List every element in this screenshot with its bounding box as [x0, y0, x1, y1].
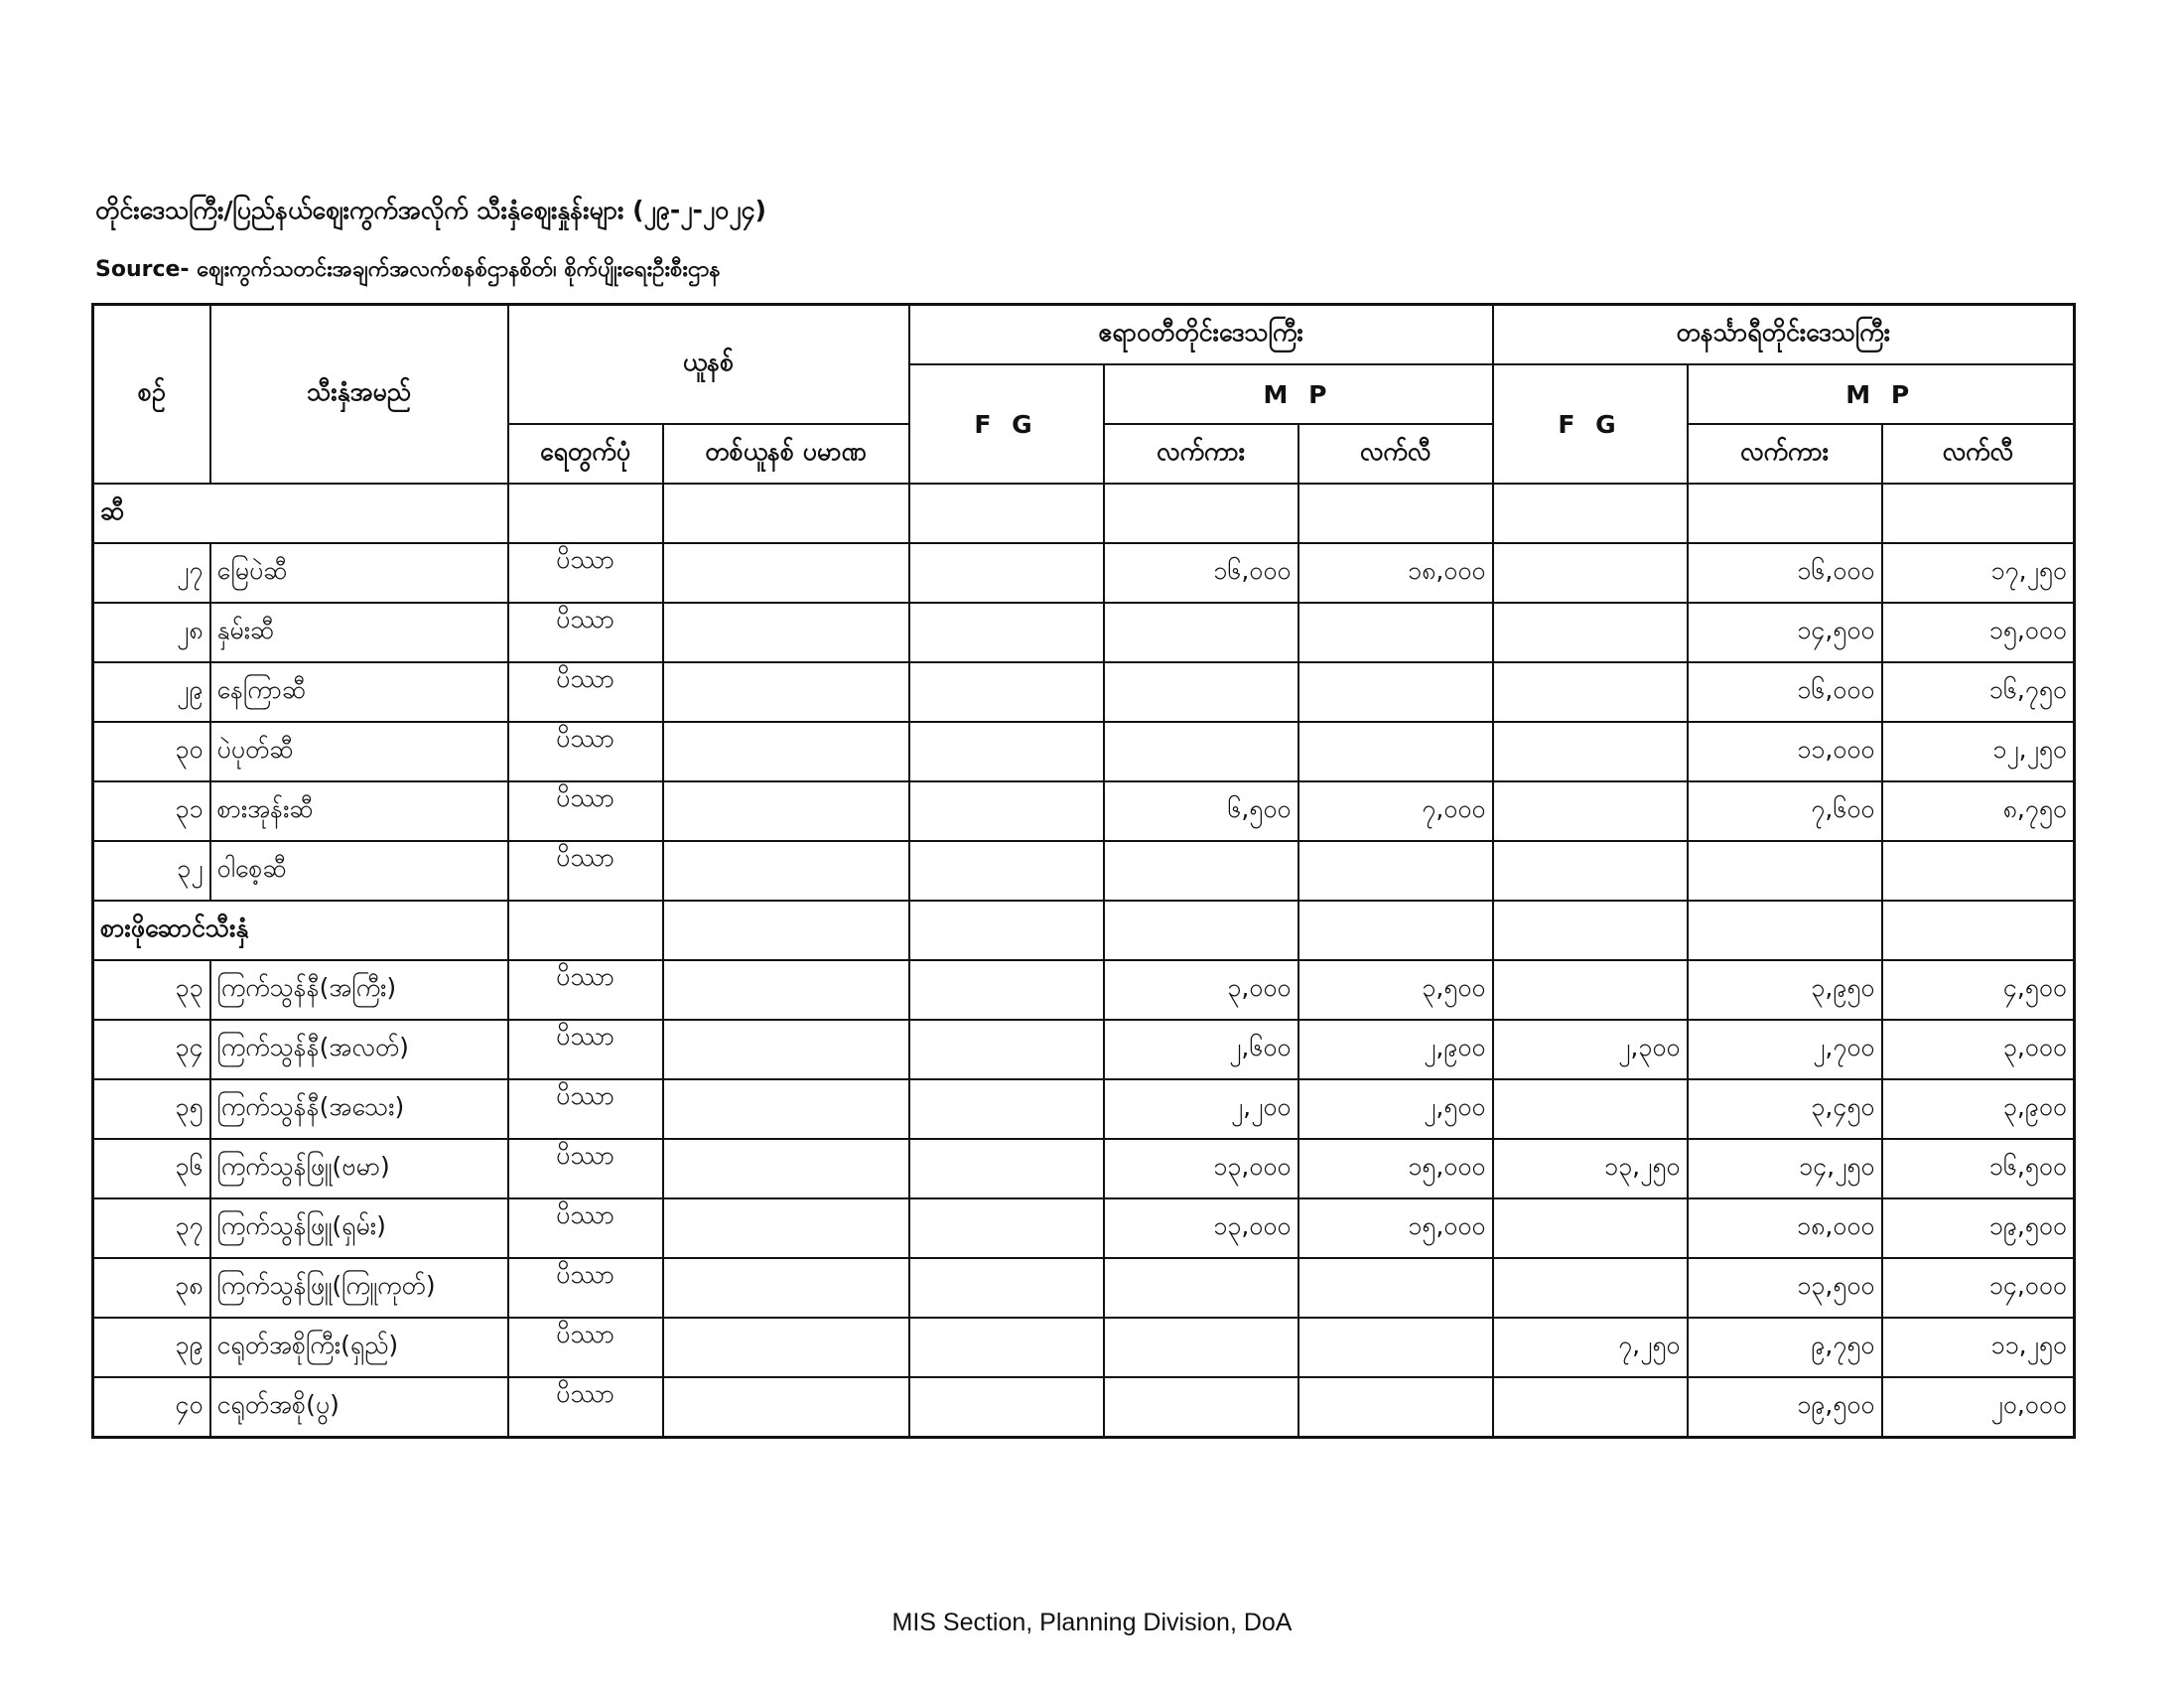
crop-name: ကြက်သွန်ဖြူ(ရှမ်း) [210, 1198, 508, 1258]
table-row [93, 1198, 2075, 1258]
r2-retail-price: ၁၆,၇၅၀ [1882, 662, 2075, 722]
row-number: ၃၂ [93, 841, 210, 901]
r2-retail-price: ၃,၀၀၀ [1882, 1020, 2075, 1079]
r2-retail-price: ၂၀,၀၀၀ [1882, 1377, 2075, 1438]
r2-fg-price [1493, 1377, 1688, 1438]
unit-metric [663, 781, 909, 841]
r2-wholesale-price: ၁၃,၅၀၀ [1688, 1258, 1882, 1318]
row-number: ၂၉ [93, 662, 210, 722]
r1-retail-price: ၁၅,၀၀၀ [1298, 1198, 1493, 1258]
unit-local: ပိဿာ [508, 1198, 663, 1258]
unit-local: ပိဿာ [508, 543, 663, 603]
empty-cell [663, 484, 909, 543]
r1-wholesale-price: ၆,၅၀၀ [1104, 781, 1298, 841]
unit-local: ပိဿာ [508, 960, 663, 1020]
unit-metric [663, 960, 909, 1020]
r2-retail-price: ၈,၇၅၀ [1882, 781, 2075, 841]
r1-wholesale-price [1104, 662, 1298, 722]
r2-retail-price: ၁၁,၂၅၀ [1882, 1318, 2075, 1377]
r1-fg-price [909, 603, 1104, 662]
unit-metric [663, 722, 909, 781]
table-row [93, 960, 2075, 1020]
r1-retail-price [1298, 603, 1493, 662]
row-number: ၃၇ [93, 1198, 210, 1258]
unit-metric [663, 1318, 909, 1377]
section-label: စားဖိုဆောင်သီးနှံ [93, 901, 508, 960]
unit-metric [663, 662, 909, 722]
unit-metric [663, 1139, 909, 1198]
r1-wholesale-price: ၂,၆၀၀ [1104, 1020, 1298, 1079]
unit-metric [663, 1377, 909, 1438]
table-row [93, 543, 2075, 603]
page-title: တိုင်းဒေသကြီး/ပြည်နယ်ဈေးကွက်အလိုက် သီးနှံဈေးနှုန်းများ (၂၉-၂-၂၀၂၄) [95, 196, 766, 224]
unit-local: ပိဿာ [508, 603, 663, 662]
empty-cell [1493, 901, 1688, 960]
r2-wholesale-price: ၇,၆၀၀ [1688, 781, 1882, 841]
table-row [93, 1139, 2075, 1198]
r1-fg-price [909, 1139, 1104, 1198]
r1-retail-price [1298, 722, 1493, 781]
empty-cell [909, 901, 1104, 960]
r2-fg-price [1493, 781, 1688, 841]
row-number: ၃၀ [93, 722, 210, 781]
row-number: ၃၆ [93, 1139, 210, 1198]
empty-cell [1882, 901, 2075, 960]
r1-retail-price [1298, 662, 1493, 722]
r1-wholesale-price: ၁၃,၀၀၀ [1104, 1198, 1298, 1258]
r1-wholesale-price [1104, 603, 1298, 662]
empty-cell [1104, 901, 1298, 960]
empty-cell [1493, 484, 1688, 543]
r2-retail-price: ၁၄,၀၀၀ [1882, 1258, 2075, 1318]
unit-local: ပိဿာ [508, 1258, 663, 1318]
r2-fg-price [1493, 543, 1688, 603]
r1-fg-price [909, 722, 1104, 781]
r2-wholesale-price [1688, 841, 1882, 901]
header-r2-wholesale: လက်ကား [1688, 424, 1882, 484]
r2-retail-price: ၁၂,၂၅၀ [1882, 722, 2075, 781]
r2-wholesale-price: ၁၆,၀၀၀ [1688, 543, 1882, 603]
unit-local: ပိဿာ [508, 1020, 663, 1079]
unit-local: ပိဿာ [508, 781, 663, 841]
r2-retail-price: ၁၅,၀၀၀ [1882, 603, 2075, 662]
r2-retail-price: ၁၆,၅၀၀ [1882, 1139, 2075, 1198]
r1-retail-price [1298, 1377, 1493, 1438]
section-label: ဆီ [93, 484, 508, 543]
unit-metric [663, 543, 909, 603]
unit-local: ပိဿာ [508, 841, 663, 901]
source-line: Source- ဈေးကွက်သတင်းအချက်အလက်စနစ်ဌာနစိတ်၊ စိုက်ပျိုးရေးဦးစီးဌာန [95, 257, 721, 282]
r2-fg-price [1493, 1079, 1688, 1139]
header-r1-retail: လက်လီ [1298, 424, 1493, 484]
crop-name: ကြက်သွန်ဖြူ(ကြူကုတ်) [210, 1258, 508, 1318]
unit-metric [663, 1079, 909, 1139]
r2-fg-price [1493, 1258, 1688, 1318]
r1-wholesale-price: ၁၆,၀၀၀ [1104, 543, 1298, 603]
r1-wholesale-price [1104, 841, 1298, 901]
r1-wholesale-price [1104, 1258, 1298, 1318]
r1-fg-price [909, 1198, 1104, 1258]
header-unit: ယူနစ် [508, 305, 909, 425]
row-number: ၄၀ [93, 1377, 210, 1438]
r1-wholesale-price [1104, 1318, 1298, 1377]
unit-metric [663, 603, 909, 662]
header-no: စဉ် [93, 305, 210, 485]
empty-cell [1104, 484, 1298, 543]
r1-retail-price [1298, 1258, 1493, 1318]
r2-wholesale-price: ၁၉,၅၀၀ [1688, 1377, 1882, 1438]
r2-retail-price [1882, 841, 2075, 901]
r2-wholesale-price: ၉,၇၅၀ [1688, 1318, 1882, 1377]
empty-cell [1298, 484, 1493, 543]
r2-fg-price [1493, 841, 1688, 901]
r1-fg-price [909, 1020, 1104, 1079]
unit-local: ပိဿာ [508, 1079, 663, 1139]
unit-local: ပိဿာ [508, 1377, 663, 1438]
crop-name: မြေပဲဆီ [210, 543, 508, 603]
unit-local: ပိဿာ [508, 1318, 663, 1377]
r1-retail-price: ၃,၅၀၀ [1298, 960, 1493, 1020]
table-body [93, 484, 2075, 1438]
r1-retail-price: ၁၈,၀၀၀ [1298, 543, 1493, 603]
r1-wholesale-price: ၁၃,၀၀၀ [1104, 1139, 1298, 1198]
unit-metric [663, 1198, 909, 1258]
r2-fg-price [1493, 662, 1688, 722]
r1-fg-price [909, 1258, 1104, 1318]
crop-name: နှမ်းဆီ [210, 603, 508, 662]
r2-wholesale-price: ၂,၇၀၀ [1688, 1020, 1882, 1079]
empty-cell [1688, 484, 1882, 543]
section-row [93, 901, 2075, 960]
unit-metric [663, 841, 909, 901]
r2-retail-price: ၁၉,၅၀၀ [1882, 1198, 2075, 1258]
table-row [93, 1377, 2075, 1438]
row-number: ၃၉ [93, 1318, 210, 1377]
unit-local: ပိဿာ [508, 1139, 663, 1198]
price-table [91, 303, 2076, 1439]
r2-fg-price [1493, 1198, 1688, 1258]
header-crop-name: သီးနှံအမည် [210, 305, 508, 485]
r1-retail-price: ၇,၀၀၀ [1298, 781, 1493, 841]
r2-retail-price: ၄,၅၀၀ [1882, 960, 2075, 1020]
crop-name: ကြက်သွန်နီ(အသေး) [210, 1079, 508, 1139]
row-number: ၃၁ [93, 781, 210, 841]
empty-cell [508, 901, 663, 960]
r1-wholesale-price [1104, 722, 1298, 781]
r2-wholesale-price: ၁၆,၀၀၀ [1688, 662, 1882, 722]
crop-name: ငရုတ်အစိုကြီး(ရှည်) [210, 1318, 508, 1377]
r2-wholesale-price: ၃,၉၅၀ [1688, 960, 1882, 1020]
r1-wholesale-price: ၃,၀၀၀ [1104, 960, 1298, 1020]
r2-retail-price: ၃,၉၀၀ [1882, 1079, 2075, 1139]
crop-name: ကြက်သွန်နီ(အကြီး) [210, 960, 508, 1020]
r1-fg-price [909, 1318, 1104, 1377]
table-row [93, 1079, 2075, 1139]
crop-name: စားအုန်းဆီ [210, 781, 508, 841]
header-r1-mp: M P [1104, 364, 1493, 424]
empty-cell [1882, 484, 2075, 543]
r2-wholesale-price: ၁၄,၅၀၀ [1688, 603, 1882, 662]
table-row [93, 1258, 2075, 1318]
header-unit-local: ရေတွက်ပုံ [508, 424, 663, 484]
table-row [93, 722, 2075, 781]
crop-name: ကြက်သွန်နီ(အလတ်) [210, 1020, 508, 1079]
row-number: ၃၄ [93, 1020, 210, 1079]
header-r2-mp: M P [1688, 364, 2075, 424]
r1-wholesale-price: ၂,၂၀၀ [1104, 1079, 1298, 1139]
r2-wholesale-price: ၁၁,၀၀၀ [1688, 722, 1882, 781]
r1-fg-price [909, 960, 1104, 1020]
empty-cell [1298, 901, 1493, 960]
r1-wholesale-price [1104, 1377, 1298, 1438]
header-r1-wholesale: လက်ကား [1104, 424, 1298, 484]
unit-local: ပိဿာ [508, 662, 663, 722]
empty-cell [663, 901, 909, 960]
r2-fg-price: ၂,၃၀၀ [1493, 1020, 1688, 1079]
unit-local: ပိဿာ [508, 722, 663, 781]
table-row [93, 781, 2075, 841]
row-number: ၃၅ [93, 1079, 210, 1139]
header-r1-fg: F G [909, 364, 1104, 484]
r2-wholesale-price: ၁၄,၂၅၀ [1688, 1139, 1882, 1198]
r2-wholesale-price: ၁၈,၀၀၀ [1688, 1198, 1882, 1258]
empty-cell [909, 484, 1104, 543]
r1-fg-price [909, 781, 1104, 841]
r2-wholesale-price: ၃,၄၅၀ [1688, 1079, 1882, 1139]
row-number: ၃၃ [93, 960, 210, 1020]
r1-retail-price [1298, 1318, 1493, 1377]
row-number: ၂၇ [93, 543, 210, 603]
r1-fg-price [909, 662, 1104, 722]
table-row [93, 1020, 2075, 1079]
r1-retail-price: ၁၅,၀၀၀ [1298, 1139, 1493, 1198]
r2-retail-price: ၁၇,၂၅၀ [1882, 543, 2075, 603]
r2-fg-price [1493, 603, 1688, 662]
row-number: ၃၈ [93, 1258, 210, 1318]
section-row [93, 484, 2075, 543]
row-number: ၂၈ [93, 603, 210, 662]
table-row [93, 603, 2075, 662]
empty-cell [1688, 901, 1882, 960]
r2-fg-price [1493, 722, 1688, 781]
header-r2-fg: F G [1493, 364, 1688, 484]
table-row [93, 1318, 2075, 1377]
r1-retail-price: ၂,၉၀၀ [1298, 1020, 1493, 1079]
footer: MIS Section, Planning Division, DoA [891, 1609, 1293, 1636]
crop-name: ငရုတ်အစို(ပွ) [210, 1377, 508, 1438]
r1-fg-price [909, 543, 1104, 603]
crop-name: ဝါစေ့ဆီ [210, 841, 508, 901]
unit-metric [663, 1020, 909, 1079]
crop-name: နေကြာဆီ [210, 662, 508, 722]
r2-fg-price [1493, 960, 1688, 1020]
r1-fg-price [909, 841, 1104, 901]
r2-fg-price: ၇,၂၅၀ [1493, 1318, 1688, 1377]
unit-metric [663, 1258, 909, 1318]
crop-name: ကြက်သွန်ဖြူ(ဗမာ) [210, 1139, 508, 1198]
r2-fg-price: ၁၃,၂၅၀ [1493, 1139, 1688, 1198]
header-unit-metric: တစ်ယူနစ် ပမာဏ [663, 424, 909, 484]
table-row [93, 841, 2075, 901]
crop-name: ပဲပုတ်ဆီ [210, 722, 508, 781]
r1-fg-price [909, 1377, 1104, 1438]
header-region-ayeyarwady: ဧရာဝတီတိုင်းဒေသကြီး [909, 305, 1493, 365]
r1-fg-price [909, 1079, 1104, 1139]
r1-retail-price: ၂,၅၀၀ [1298, 1079, 1493, 1139]
table-row [93, 662, 2075, 722]
header-r2-retail: လက်လီ [1882, 424, 2075, 484]
r1-retail-price [1298, 841, 1493, 901]
header-region-tanintharyi: တနင်္သာရီတိုင်းဒေသကြီး [1493, 305, 2075, 365]
empty-cell [508, 484, 663, 543]
